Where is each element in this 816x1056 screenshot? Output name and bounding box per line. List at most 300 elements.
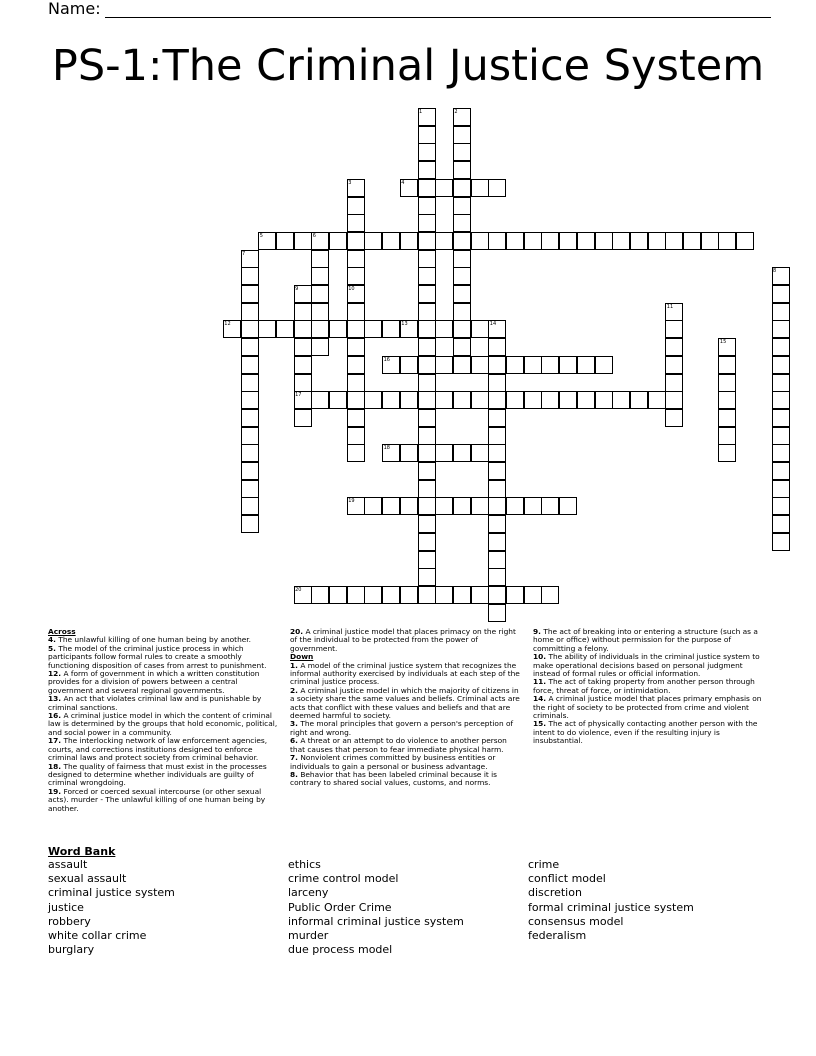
crossword-cell[interactable] — [718, 356, 736, 374]
crossword-cell[interactable] — [418, 250, 436, 268]
crossword-cell[interactable] — [258, 320, 276, 338]
clue-item — [48, 788, 280, 813]
crossword-cell[interactable] — [329, 586, 347, 604]
crossword-cell[interactable] — [453, 497, 471, 515]
crossword-cell[interactable] — [488, 551, 506, 569]
crossword-cell[interactable] — [612, 391, 630, 409]
clue-item — [290, 662, 522, 687]
crossword-cell[interactable] — [418, 320, 436, 338]
crossword-cell[interactable] — [400, 586, 418, 604]
crossword-cell[interactable] — [453, 338, 471, 356]
crossword-cell[interactable] — [276, 320, 294, 338]
crossword-cell[interactable] — [418, 409, 436, 427]
crossword-cell[interactable] — [772, 409, 790, 427]
crossword-cell[interactable] — [665, 232, 683, 250]
crossword-cell[interactable] — [488, 515, 506, 533]
crossword-cell[interactable] — [453, 303, 471, 321]
clue-number: 10. — [533, 652, 547, 662]
crossword-cell[interactable] — [400, 391, 418, 409]
word-bank-item: informal criminal justice system — [288, 914, 464, 928]
crossword-cell[interactable] — [347, 250, 365, 268]
crossword-cell[interactable] — [347, 320, 365, 338]
clue-item — [533, 695, 765, 720]
clue-text: A criminal justice model in which the content of criminal law is determined by the groups that hold economic, political, and social power in a community. — [48, 711, 278, 737]
crossword-cell[interactable] — [630, 232, 648, 250]
clue-text: A form of government in which a written constitution provides for a division of powers between a central government and several regional governments. — [48, 669, 260, 695]
crossword-cell[interactable] — [241, 391, 259, 409]
crossword-cell[interactable] — [400, 444, 418, 462]
crossword-cell[interactable] — [772, 320, 790, 338]
crossword-cell[interactable] — [241, 320, 259, 338]
crossword-cell[interactable] — [524, 356, 542, 374]
word-bank-column-2 — [288, 858, 518, 957]
crossword-cell[interactable] — [683, 232, 701, 250]
crossword-cell[interactable] — [488, 568, 506, 586]
crossword-cell[interactable] — [772, 497, 790, 515]
crossword-cell[interactable] — [347, 267, 365, 285]
crossword-cell[interactable] — [488, 497, 506, 515]
crossword-cell[interactable] — [524, 497, 542, 515]
clue-number: 12. — [48, 669, 62, 679]
crossword-cell[interactable] — [418, 267, 436, 285]
crossword-cell[interactable] — [347, 427, 365, 445]
crossword-cell[interactable] — [453, 143, 471, 161]
crossword-cell[interactable] — [400, 356, 418, 374]
clue-item — [48, 712, 280, 737]
crossword-cell[interactable] — [311, 586, 329, 604]
crossword-cell[interactable] — [453, 161, 471, 179]
word-bank-item: discretion — [528, 886, 582, 900]
across-clue-list — [48, 636, 280, 813]
crossword-cell[interactable] — [294, 338, 312, 356]
crossword-cell[interactable] — [294, 320, 312, 338]
word-bank-item: federalism — [528, 929, 587, 943]
crossword-cell[interactable] — [595, 356, 613, 374]
crossword-cell[interactable] — [736, 232, 754, 250]
cell-number: 6 — [312, 232, 316, 239]
crossword-cell[interactable] — [418, 285, 436, 303]
crossword-cell[interactable] — [559, 232, 577, 250]
crossword-cell[interactable] — [418, 444, 436, 462]
crossword-cell[interactable] — [453, 250, 471, 268]
crossword-cell[interactable] — [418, 533, 436, 551]
crossword-cell[interactable] — [382, 391, 400, 409]
crossword-cell[interactable] — [471, 356, 489, 374]
crossword-cell[interactable] — [488, 409, 506, 427]
crossword-cell[interactable] — [772, 285, 790, 303]
crossword-cell[interactable] — [541, 391, 559, 409]
crossword-cell[interactable] — [418, 179, 436, 197]
crossword-cell[interactable] — [347, 391, 365, 409]
crossword-cell[interactable] — [241, 497, 259, 515]
crossword-cell[interactable] — [718, 444, 736, 462]
crossword-cell[interactable] — [772, 338, 790, 356]
crossword-cell[interactable] — [648, 232, 666, 250]
crossword-cell[interactable] — [559, 356, 577, 374]
crossword-cell[interactable] — [630, 391, 648, 409]
crossword-cell[interactable] — [718, 232, 736, 250]
word-bank-item: consensus model — [528, 914, 624, 928]
word-bank-item: ethics — [288, 858, 321, 871]
clue-text: The act of breaking into or entering a structure (such as a home or office) without permission for the purpose of committing a felony. — [533, 627, 758, 653]
crossword-cell[interactable] — [418, 462, 436, 480]
crossword-cell[interactable] — [453, 444, 471, 462]
crossword-cell[interactable] — [665, 374, 683, 392]
clue-number: 19. — [48, 786, 62, 796]
crossword-cell[interactable] — [453, 320, 471, 338]
crossword-cell[interactable] — [418, 427, 436, 445]
clue-number: 2. — [290, 685, 298, 695]
crossword-cell[interactable] — [772, 391, 790, 409]
crossword-cell[interactable] — [329, 320, 347, 338]
clue-text: An act that violates criminal law and is punishable by criminal sanctions. — [48, 694, 262, 712]
crossword-cell[interactable] — [488, 374, 506, 392]
cell-number: 5 — [259, 232, 263, 239]
crossword-cell[interactable] — [506, 391, 524, 409]
crossword-cell[interactable] — [772, 427, 790, 445]
word-bank-item: white collar crime — [48, 929, 147, 943]
crossword-cell[interactable] — [577, 232, 595, 250]
crossword-cell[interactable] — [347, 214, 365, 232]
clue-number: 17. — [48, 736, 62, 746]
crossword-cell[interactable] — [329, 232, 347, 250]
clue-item — [290, 771, 522, 788]
crossword-cell[interactable] — [382, 497, 400, 515]
crossword-cell[interactable] — [347, 444, 365, 462]
crossword-cell[interactable] — [772, 303, 790, 321]
crossword-cell[interactable] — [294, 303, 312, 321]
crossword-cell[interactable] — [364, 586, 382, 604]
crossword-cell[interactable] — [665, 409, 683, 427]
crossword-cell[interactable] — [418, 356, 436, 374]
crossword-cell[interactable] — [772, 480, 790, 498]
crossword-cell[interactable] — [294, 232, 312, 250]
clue-text: Nonviolent crimes committed by business entities or individuals to gain a personal or business advantage. — [290, 753, 496, 771]
word-bank-item: burglary — [48, 943, 95, 957]
crossword-cell[interactable] — [471, 320, 489, 338]
word-bank-column-3 — [528, 858, 758, 943]
crossword-cell[interactable] — [364, 391, 382, 409]
crossword-cell[interactable] — [241, 480, 259, 498]
clue-text: A criminal justice model that places primary emphasis on the right of society to be protected from crime and violent criminals. — [533, 694, 762, 721]
cell-number: 7 — [242, 250, 246, 257]
crossword-cell[interactable] — [418, 143, 436, 161]
crossword-cell[interactable] — [418, 161, 436, 179]
crossword-cell[interactable] — [241, 303, 259, 321]
crossword-cell[interactable] — [435, 444, 453, 462]
cell-number: 8 — [773, 268, 777, 275]
clue-item — [48, 763, 280, 788]
crossword-cell[interactable] — [488, 179, 506, 197]
clue-item — [290, 737, 522, 754]
clue-text: A criminal justice model that places primacy on the right of the individual to be protected from the power of government. — [290, 627, 516, 653]
crossword-cell[interactable] — [241, 285, 259, 303]
clue-text: The unlawful killing of one human being by another. — [58, 635, 252, 645]
clue-text: A threat or an attempt to do violence to another person that causes that person to fear immediate physical harm. — [290, 736, 507, 754]
crossword-cell[interactable] — [772, 356, 790, 374]
crossword-cell[interactable] — [524, 391, 542, 409]
crossword-cell[interactable] — [418, 197, 436, 215]
name-label: Name: — [48, 0, 101, 18]
crossword-cell[interactable] — [701, 232, 719, 250]
word-bank-item: crime control model — [288, 872, 399, 886]
crossword-cell[interactable] — [311, 338, 329, 356]
crossword-cell[interactable] — [418, 126, 436, 144]
crossword-cell[interactable] — [435, 391, 453, 409]
clue-number: 1. — [290, 660, 298, 670]
crossword-cell[interactable] — [772, 533, 790, 551]
crossword-cell[interactable] — [488, 356, 506, 374]
crossword-cell[interactable] — [524, 586, 542, 604]
crossword-cell[interactable] — [453, 356, 471, 374]
crossword-cell[interactable] — [612, 232, 630, 250]
crossword-cell[interactable] — [347, 356, 365, 374]
crossword-cell[interactable] — [488, 480, 506, 498]
word-bank-item: Public Order Crime — [288, 900, 392, 914]
crossword-cell[interactable] — [435, 179, 453, 197]
crossword-cell[interactable] — [453, 391, 471, 409]
crossword-cell[interactable] — [541, 356, 559, 374]
clue-number: 5. — [48, 643, 56, 653]
clues-column-1 — [48, 628, 280, 813]
word-bank-title: Word Bank — [48, 845, 116, 858]
clue-item — [48, 645, 280, 670]
crossword-cell[interactable] — [488, 391, 506, 409]
crossword-cell[interactable] — [595, 232, 613, 250]
crossword-cell[interactable] — [311, 320, 329, 338]
cell-number: 20 — [295, 586, 302, 593]
crossword-cell[interactable] — [241, 462, 259, 480]
crossword-cell[interactable] — [541, 497, 559, 515]
crossword-cell[interactable] — [241, 338, 259, 356]
word-bank-item: sexual assault — [48, 872, 127, 886]
cell-number: 12 — [224, 321, 231, 328]
crossword-cell[interactable] — [382, 586, 400, 604]
crossword-cell[interactable] — [471, 179, 489, 197]
clue-item — [48, 695, 280, 712]
crossword-cell[interactable] — [241, 374, 259, 392]
clues-column-3 — [533, 628, 765, 746]
crossword-cell[interactable] — [276, 232, 294, 250]
crossword-cell[interactable] — [718, 427, 736, 445]
crossword-cell[interactable] — [418, 497, 436, 515]
crossword-cell[interactable] — [488, 604, 506, 622]
cell-number: 9 — [295, 286, 299, 292]
clue-number: 16. — [48, 711, 62, 721]
crossword-cell[interactable] — [471, 497, 489, 515]
crossword-cell[interactable] — [435, 232, 453, 250]
crossword-cell[interactable] — [488, 533, 506, 551]
cell-number: 14 — [489, 321, 497, 328]
crossword-cell[interactable] — [488, 444, 506, 462]
down-clue-list — [290, 662, 522, 788]
crossword-cell[interactable] — [506, 356, 524, 374]
crossword-cell[interactable] — [718, 409, 736, 427]
crossword-cell[interactable] — [665, 391, 683, 409]
crossword-cell[interactable] — [524, 232, 542, 250]
clue-text: The model of the criminal justice process in which participants follow formal rules to create a smoothly functioning disposition of cases from arrest to punishment. — [48, 643, 267, 670]
clue-number: 3. — [290, 719, 298, 729]
word-bank-item: conflict model — [528, 872, 606, 886]
crossword-cell[interactable] — [241, 427, 259, 445]
crossword-cell[interactable] — [488, 586, 506, 604]
crossword-cell[interactable] — [241, 409, 259, 427]
crossword-cell[interactable] — [577, 391, 595, 409]
word-bank-item: crime — [528, 858, 560, 871]
crossword-cell[interactable] — [772, 515, 790, 533]
crossword-cell[interactable] — [488, 338, 506, 356]
crossword-cell[interactable] — [347, 338, 365, 356]
crossword-cell[interactable] — [364, 320, 382, 338]
clue-item — [290, 754, 522, 771]
crossword-cell[interactable] — [311, 285, 329, 303]
crossword-cell[interactable] — [506, 232, 524, 250]
clue-text: A model of the criminal justice system that recognizes the informal authority exercised by individuals at each step of the criminal justice process. — [290, 660, 520, 687]
word-bank-item: criminal justice system — [48, 886, 175, 900]
crossword-cell[interactable] — [541, 586, 559, 604]
crossword-cell[interactable] — [241, 515, 259, 533]
crossword-cell[interactable] — [541, 232, 559, 250]
crossword-cell[interactable] — [382, 232, 400, 250]
word-bank-item: larceny — [288, 886, 329, 900]
crossword-cell[interactable] — [311, 250, 329, 268]
crossword-cell[interactable] — [241, 356, 259, 374]
down-clue-list-continued — [533, 628, 765, 746]
clue-item — [290, 687, 522, 721]
across-heading: Across — [48, 627, 76, 636]
cell-number: 13 — [401, 321, 408, 328]
cell-number: 4 — [401, 179, 405, 186]
crossword-cell[interactable] — [382, 320, 400, 338]
crossword-cell[interactable] — [453, 126, 471, 144]
cell-number: 18 — [383, 445, 390, 452]
crossword-cell[interactable] — [311, 267, 329, 285]
crossword-cell[interactable] — [577, 356, 595, 374]
crossword-cell[interactable] — [400, 232, 418, 250]
crossword-cell[interactable] — [294, 356, 312, 374]
crossword-cell[interactable] — [718, 391, 736, 409]
crossword-cell[interactable] — [311, 391, 329, 409]
crossword-cell[interactable] — [347, 303, 365, 321]
crossword-cell[interactable] — [400, 497, 418, 515]
across-clue-list-continued — [290, 628, 522, 653]
crossword-cell[interactable] — [418, 586, 436, 604]
clue-item — [290, 720, 522, 737]
crossword-cell[interactable] — [364, 232, 382, 250]
clue-item — [48, 737, 280, 762]
crossword-cell[interactable] — [347, 374, 365, 392]
clue-text: The act of taking property from another person through force, threat of force, or intimidation. — [533, 677, 755, 695]
crossword-cell[interactable] — [241, 444, 259, 462]
clue-number: 6. — [290, 736, 298, 746]
crossword-cell[interactable] — [718, 374, 736, 392]
crossword-cell[interactable] — [471, 444, 489, 462]
word-bank-item: assault — [48, 858, 88, 871]
clue-text: The ability of individuals in the criminal justice system to make operational decisions based on personal judgment instead of formal rules or official information. — [533, 652, 760, 679]
crossword-cell[interactable] — [471, 232, 489, 250]
crossword-cell[interactable] — [453, 214, 471, 232]
crossword-cell[interactable] — [506, 497, 524, 515]
crossword-cell[interactable] — [559, 497, 577, 515]
crossword-cell[interactable] — [453, 267, 471, 285]
clue-number: 9. — [533, 627, 541, 636]
crossword-cell[interactable] — [294, 409, 312, 427]
crossword-cell[interactable] — [772, 374, 790, 392]
cell-number: 3 — [348, 179, 352, 186]
clue-item — [533, 653, 765, 678]
down-heading: Down — [290, 652, 314, 662]
crossword-cell[interactable] — [665, 356, 683, 374]
crossword-cell[interactable] — [294, 374, 312, 392]
clue-item — [48, 670, 280, 695]
crossword-cell[interactable] — [471, 586, 489, 604]
crossword-cell[interactable] — [347, 409, 365, 427]
crossword-cell[interactable] — [559, 391, 577, 409]
crossword-cell[interactable] — [453, 232, 471, 250]
crossword-cell[interactable] — [435, 356, 453, 374]
word-bank-item: due process model — [288, 943, 393, 957]
crossword-cell[interactable] — [453, 179, 471, 197]
word-bank-item: formal criminal justice system — [528, 900, 694, 914]
crossword-cell[interactable] — [418, 338, 436, 356]
crossword-cell[interactable] — [329, 391, 347, 409]
clue-text: The act of physically contacting another person with the intent to do violence, even if the resulting injury is insubstantial. — [533, 719, 758, 746]
crossword-cell[interactable] — [347, 586, 365, 604]
clue-item — [533, 678, 765, 695]
word-bank-item: murder — [288, 929, 329, 943]
crossword-cell[interactable] — [506, 586, 524, 604]
crossword-cell[interactable] — [347, 197, 365, 215]
cell-number: 1 — [419, 109, 423, 115]
crossword-cell[interactable] — [665, 338, 683, 356]
crossword-cell[interactable] — [435, 320, 453, 338]
clue-number: 7. — [290, 753, 298, 763]
crossword-cell[interactable] — [418, 214, 436, 232]
crossword-cell[interactable] — [241, 267, 259, 285]
crossword-cell[interactable] — [772, 444, 790, 462]
crossword-cell[interactable] — [418, 232, 436, 250]
cell-number: 16 — [383, 356, 390, 363]
crossword-cell[interactable] — [435, 497, 453, 515]
crossword-cell[interactable] — [488, 462, 506, 480]
crossword-cell[interactable] — [311, 303, 329, 321]
crossword-cell[interactable] — [418, 391, 436, 409]
crossword-cell[interactable] — [595, 391, 613, 409]
clue-text: Behavior that has been labeled criminal because it is contrary to shared social values, customs, and norms. — [290, 769, 498, 788]
crossword-cell[interactable] — [418, 480, 436, 498]
crossword-cell[interactable] — [453, 586, 471, 604]
crossword-cell[interactable] — [418, 374, 436, 392]
crossword-cell[interactable] — [418, 515, 436, 533]
clue-text: Forced or coerced sexual intercourse (or other sexual acts). murder - The unlawful killing of one human being by another. — [48, 786, 266, 813]
crossword-cell[interactable] — [347, 232, 365, 250]
crossword-cell[interactable] — [453, 285, 471, 303]
crossword-cell[interactable] — [418, 568, 436, 586]
crossword-cell[interactable] — [453, 197, 471, 215]
crossword-cell[interactable] — [364, 497, 382, 515]
clue-number: 11. — [533, 677, 547, 687]
crossword-cell[interactable] — [435, 586, 453, 604]
crossword-cell[interactable] — [488, 232, 506, 250]
crossword-cell[interactable] — [488, 427, 506, 445]
crossword-cell[interactable] — [772, 462, 790, 480]
crossword-cell[interactable] — [648, 391, 666, 409]
crossword-cell[interactable] — [418, 303, 436, 321]
crossword-cell[interactable] — [471, 391, 489, 409]
crossword-cell[interactable] — [665, 320, 683, 338]
clue-item — [290, 628, 522, 653]
crossword-cell[interactable] — [418, 551, 436, 569]
